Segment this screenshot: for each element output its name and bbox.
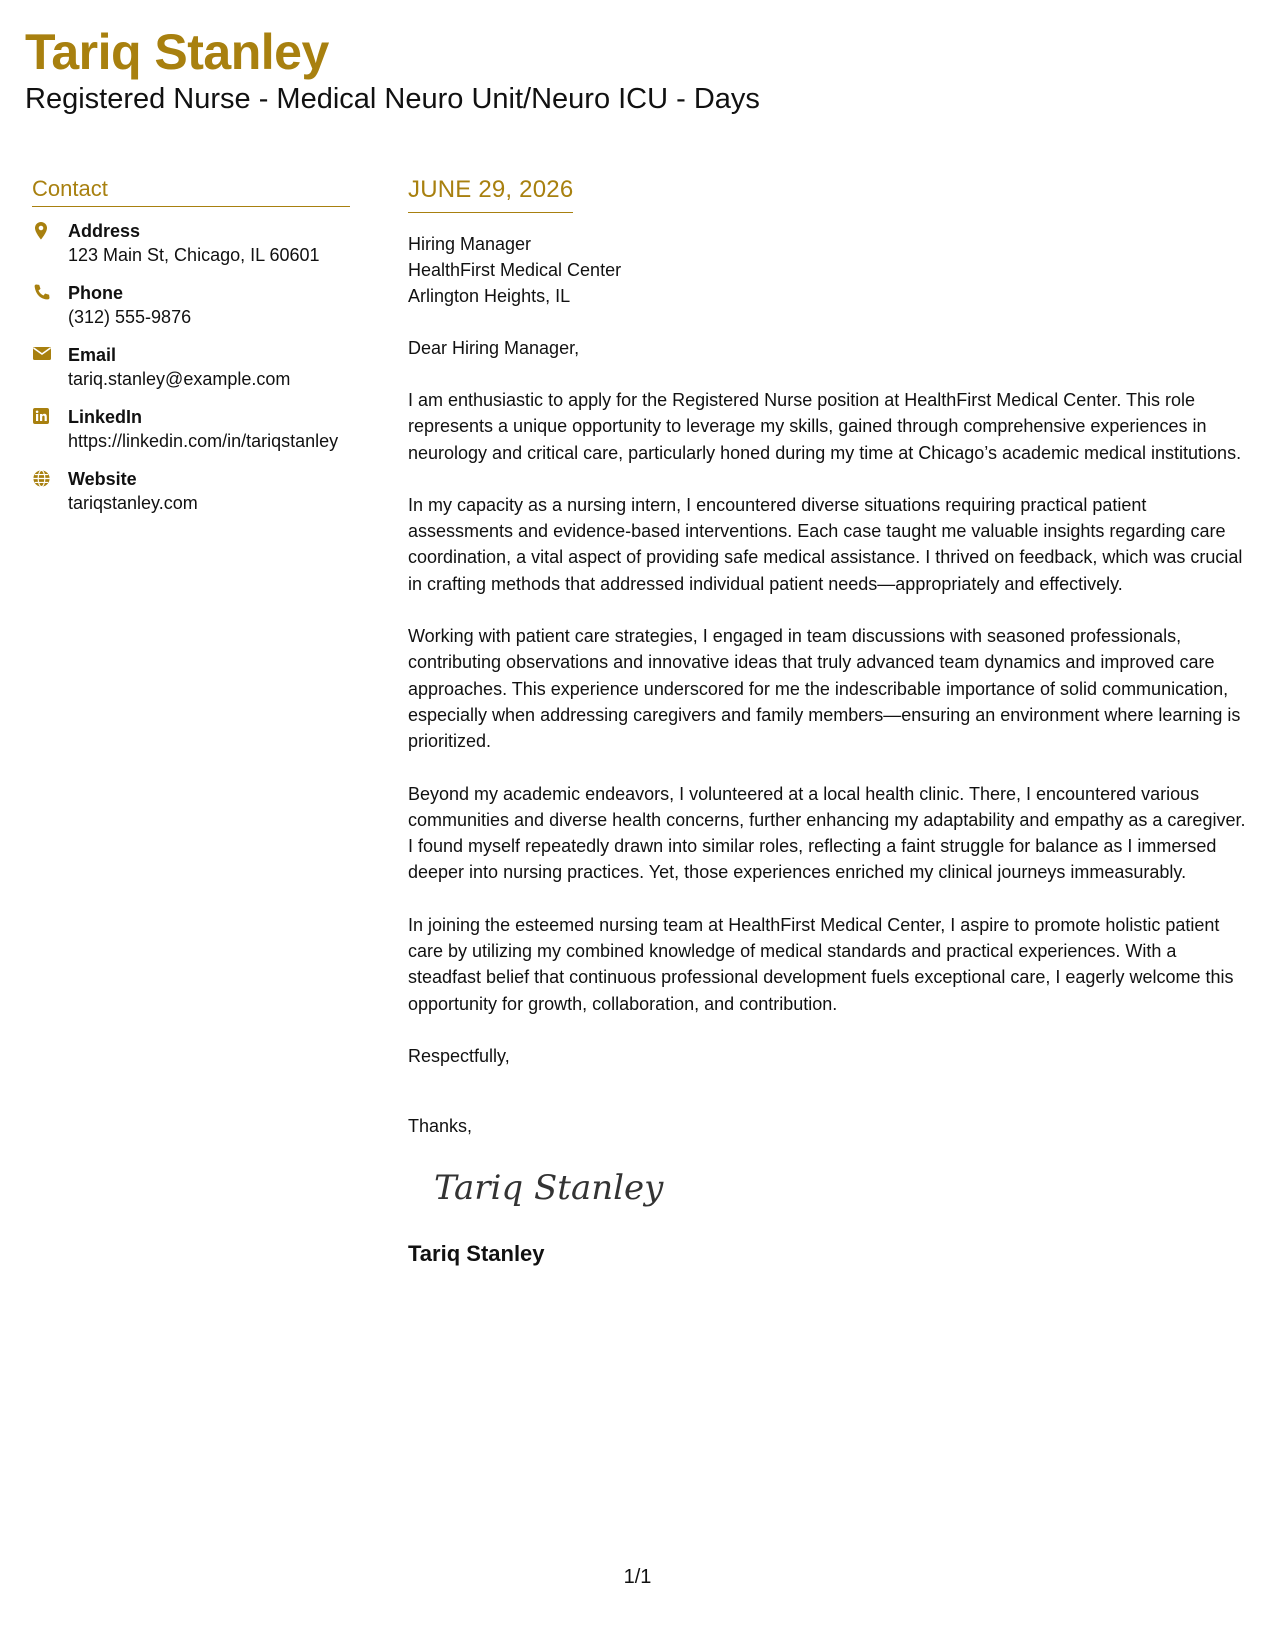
body-paragraph: I am enthusiastic to apply for the Registered Nurse position at HealthFirst Medical Center. This role represents a unique opportunity to leverage my skills, gained through comprehensive experiences in neurology and critical care, particularly honed during my time at Chicago’s academic medical institutions. — [408, 390, 1242, 463]
contact-phone — [32, 281, 352, 329]
letter-date: JUNE 29, 2026 — [408, 176, 573, 213]
contact-sidebar — [32, 176, 352, 515]
handwritten-signature — [432, 1159, 1248, 1219]
job-title: Registered Nurse - Medical Neuro Unit/Neuro ICU - Days — [25, 83, 760, 115]
contact-linkedin — [32, 405, 352, 453]
applicant-name: Tariq Stanley — [25, 24, 329, 80]
body-paragraph: In joining the esteemed nursing team at HealthFirst Medical Center, I aspire to promote holistic patient care by utilizing my combined knowledge of medical standards and practical experiences. With a steadfast belief that continuous professional development fuels exceptional care, I eagerly welcome this opportunity for growth, collaboration, and contribution. — [408, 914, 1234, 1014]
phone-value: (312) 555-9876 — [68, 307, 192, 327]
recipient-line: Hiring Manager — [408, 234, 532, 254]
linkedin-value[interactable]: https://linkedin.com/in/tariqstanley — [68, 431, 339, 451]
recipient-block — [408, 231, 1248, 309]
website-value[interactable]: tariqstanley.com — [68, 493, 198, 513]
phone-icon — [32, 281, 68, 329]
envelope-icon — [32, 343, 68, 391]
contact-email — [32, 343, 352, 391]
address-value: 123 Main St, Chicago, IL 60601 — [68, 245, 320, 265]
globe-icon — [32, 467, 68, 515]
contact-website — [32, 467, 352, 515]
recipient-line: HealthFirst Medical Center — [408, 260, 622, 280]
linkedin-icon — [32, 405, 68, 453]
recipient-line: Arlington Heights, IL — [408, 286, 571, 306]
body-paragraph: Working with patient care strategies, I engaged in team discussions with seasoned professionals, contributing observations and innovative ideas that truly advanced team dynamics and improved care approaches. This experience underscored for me the indescribable importance of solid communication, especially when addressing caregivers and family members—ensuring an environment where learning is prioritized. — [408, 626, 1241, 752]
page-number: 1/1 — [623, 1566, 652, 1588]
website-label: Website — [68, 469, 137, 489]
contact-address — [32, 219, 352, 267]
body-paragraph: Beyond my academic endeavors, I volunteered at a local health clinic. There, I encountered various communities and diverse health concerns, further enhancing my adaptability and empathy as a caregiver. I found myself repeatedly drawn into similar roles, reflecting a faint struggle for balance as I immersed deeper into nursing practices. Yet, those experiences enriched my clinical journeys immeasurably. — [408, 783, 1246, 883]
map-pin-icon — [32, 219, 68, 267]
email-value: tariq.stanley@example.com — [68, 369, 291, 389]
salutation: Dear Hiring Manager, — [408, 338, 580, 358]
phone-label: Phone — [68, 283, 124, 303]
body-paragraph: In my capacity as a nursing intern, I encountered diverse situations requiring practical patient assessments and evidence-based interventions. Each case taught me valuable insights regarding care coordination, a vital aspect of providing safe medical assistance. I thrived on feedback, which was crucial in crafting methods that addressed individual patient needs—appropriately and effectively. — [408, 494, 1243, 594]
linkedin-label: LinkedIn — [68, 407, 143, 427]
address-label: Address — [68, 221, 141, 241]
letter-header — [25, 22, 760, 116]
closing: Respectfully, — [408, 1045, 510, 1066]
signature-text: Tariq Stanley — [434, 1167, 664, 1208]
signer-name: Tariq Stanley — [408, 1240, 545, 1266]
contact-heading: Contact — [32, 176, 350, 207]
letter-body — [408, 176, 1248, 1267]
thanks: Thanks, — [408, 1115, 473, 1136]
email-label: Email — [68, 345, 117, 365]
